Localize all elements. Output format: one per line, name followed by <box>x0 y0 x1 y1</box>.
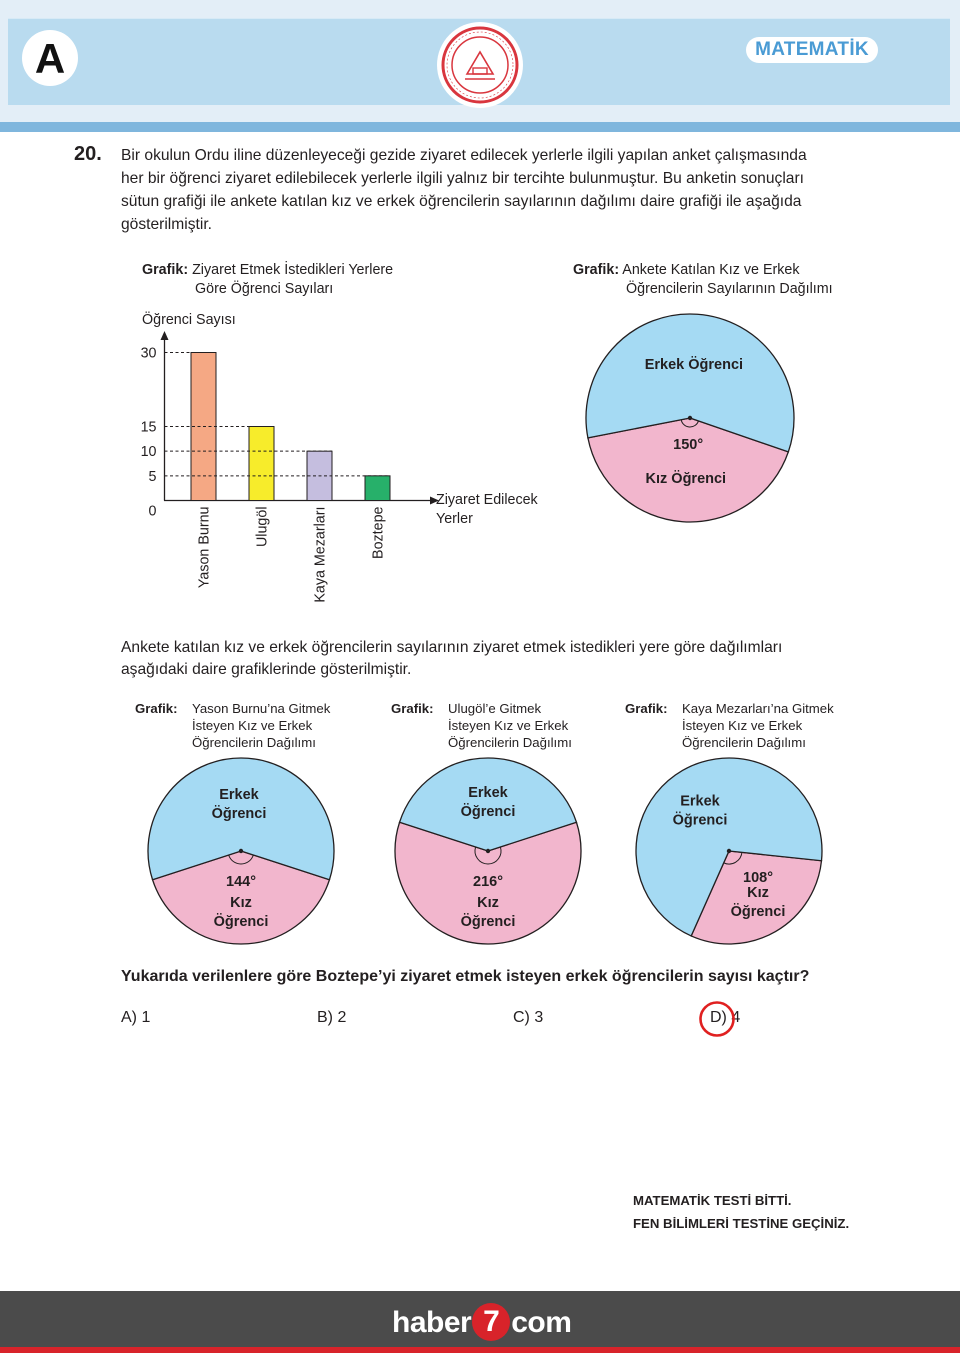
slice-label: Kız <box>477 895 499 911</box>
bar <box>249 427 274 501</box>
chart-title-line: Öğrencilerin Dağılımı <box>448 735 572 750</box>
slice-label: Öğrenci <box>460 804 516 820</box>
footer-brand[interactable] <box>392 1301 571 1345</box>
option-c[interactable]: C) 3 <box>513 1009 544 1026</box>
question-text-line: sütun grafiği ile ankete katılan kız ve erkek öğrencilerin sayılarının dağılımı daire grafiği ile aşağıda <box>121 193 802 210</box>
answer-mark-circle <box>698 999 740 1041</box>
chart-title-line: Öğrencilerin Dağılımı <box>682 735 806 750</box>
chart-title-label: Grafik: <box>625 701 668 716</box>
bar-chart <box>120 305 570 615</box>
slice-label: Kız <box>230 895 252 911</box>
chart-title-line: Kaya Mezarları’na Gitmek <box>682 701 834 716</box>
chart-title-line: Göre Öğrenci Sayıları <box>195 281 334 297</box>
question-text-line: Ankete katılan kız ve erkek öğrencilerin sayılarının ziyaret etmek istedikleri yere göre dağılımları <box>121 639 783 656</box>
pie-center-dot <box>688 416 692 420</box>
chart-title-line: Ankete Katılan Kız ve Erkek <box>622 262 800 278</box>
chart-title-label: Grafik: <box>142 262 189 278</box>
header-divider <box>0 122 960 132</box>
angle-label: 144° <box>226 874 256 890</box>
pie-title-ulugol <box>391 700 434 717</box>
angle-label: 150° <box>673 436 704 453</box>
pie-center-dot <box>486 849 490 853</box>
chart-title-label: Grafik: <box>573 262 620 278</box>
chart-title-line: Ulugöl’e Gitmek <box>448 701 542 716</box>
end-note-line: FEN BİLİMLERİ TESTİNE GEÇİNİZ. <box>633 1216 850 1231</box>
chart-title-line: İsteyen Kız ve Erkek <box>682 718 803 733</box>
x-tick-label: Kaya Mezarları <box>312 506 329 603</box>
slice-label: Öğrenci <box>730 904 786 921</box>
chart-title-line: İsteyen Kız ve Erkek <box>192 718 313 733</box>
slice-label: Erkek <box>680 793 720 810</box>
x-tick-label: Ulugöl <box>254 506 271 548</box>
y-axis-label: Öğrenci Sayısı <box>142 312 236 328</box>
subject-label: MATEMATİK <box>746 37 878 63</box>
chart-title-line: Ziyaret Etmek İstedikleri Yerlere <box>192 262 394 278</box>
y-tick-label: 5 <box>148 468 157 485</box>
chart-title-label: Grafik: <box>391 701 434 716</box>
pie-chart-ulugol <box>393 756 583 946</box>
slice-label: Öğrenci <box>460 914 516 930</box>
x-tick-label: Yason Burnu <box>196 506 213 589</box>
pie-center-dot <box>239 849 243 853</box>
chart-title-line: İsteyen Kız ve Erkek <box>448 718 569 733</box>
slice-label: Öğrenci <box>213 914 269 930</box>
pie-center-dot <box>727 849 731 853</box>
brand-text: com <box>511 1306 572 1339</box>
option-b[interactable]: B) 2 <box>317 1009 347 1026</box>
end-note <box>633 1189 849 1235</box>
bar-chart-title <box>142 261 393 280</box>
slice-label: Erkek <box>219 787 259 803</box>
pie-chart-kaya <box>634 756 824 946</box>
question-text-line: Bir okulun Ordu iline düzenleyeceği gezide ziyaret edilecek yerlerle ilgili yapılan anket çalışmasında <box>121 147 807 164</box>
pie-title-yason <box>135 700 178 717</box>
slice-label: Erkek <box>468 785 508 801</box>
slice-label: Kız <box>747 885 769 902</box>
option-a[interactable]: A) 1 <box>121 1009 151 1026</box>
x-axis-label: Yerler <box>436 511 473 527</box>
angle-label: 216° <box>473 874 503 890</box>
bar <box>365 476 390 501</box>
y-tick-label: 10 <box>140 444 157 461</box>
slice-label: Öğrenci <box>672 812 728 829</box>
slice-label: Kız Öğrenci <box>645 470 727 487</box>
pie-title-kaya <box>625 700 668 717</box>
pie-chart-title <box>573 261 800 280</box>
footer-bar <box>0 1291 960 1353</box>
pie-chart-yason <box>146 756 336 946</box>
chart-title-label: Grafik: <box>135 701 178 716</box>
y-tick-label: 30 <box>140 345 157 362</box>
end-note-line: MATEMATİK TESTİ BİTTİ. <box>633 1193 792 1208</box>
chart-title-line: Öğrencilerin Sayılarının Dağılımı <box>626 281 833 297</box>
footer-accent-line <box>0 1347 960 1353</box>
question-prompt: Yukarıda verilenlere göre Boztepe’yi ziyaret etmek isteyen erkek öğrencilerin sayısı kaçtır? <box>121 968 810 985</box>
slice-label: Erkek Öğrenci <box>644 357 744 374</box>
y-tick-label: 0 <box>148 503 157 520</box>
question-text-line: aşağıdaki daire grafiklerinde gösterilmiştir. <box>121 661 412 678</box>
chart-title-line: Yason Burnu’na Gitmek <box>192 701 331 716</box>
ministry-seal-icon <box>437 22 523 108</box>
option-d[interactable]: D) 4 <box>710 1009 741 1026</box>
question-text-line: gösterilmiştir. <box>121 216 212 233</box>
x-tick-label: Boztepe <box>370 506 387 559</box>
y-axis-arrow <box>161 331 169 340</box>
booklet-letter: A <box>22 30 78 86</box>
slice-label: Öğrenci <box>211 806 267 822</box>
brand-text: haber <box>392 1306 472 1339</box>
question-text-line: her bir öğrenci ziyaret edilebilecek yerlerle ilgili yalnız bir tercihte bulunmuştur. Bu anketin sonuçları <box>121 170 804 187</box>
angle-label: 108° <box>743 869 773 886</box>
pie-chart-gender <box>584 312 796 524</box>
y-tick-label: 15 <box>140 419 157 436</box>
brand-digit: 7 <box>472 1303 510 1341</box>
chart-title-line: Öğrencilerin Dağılımı <box>192 735 316 750</box>
question-number: 20. <box>74 143 102 165</box>
x-axis-label: Ziyaret Edilecek <box>436 492 538 508</box>
